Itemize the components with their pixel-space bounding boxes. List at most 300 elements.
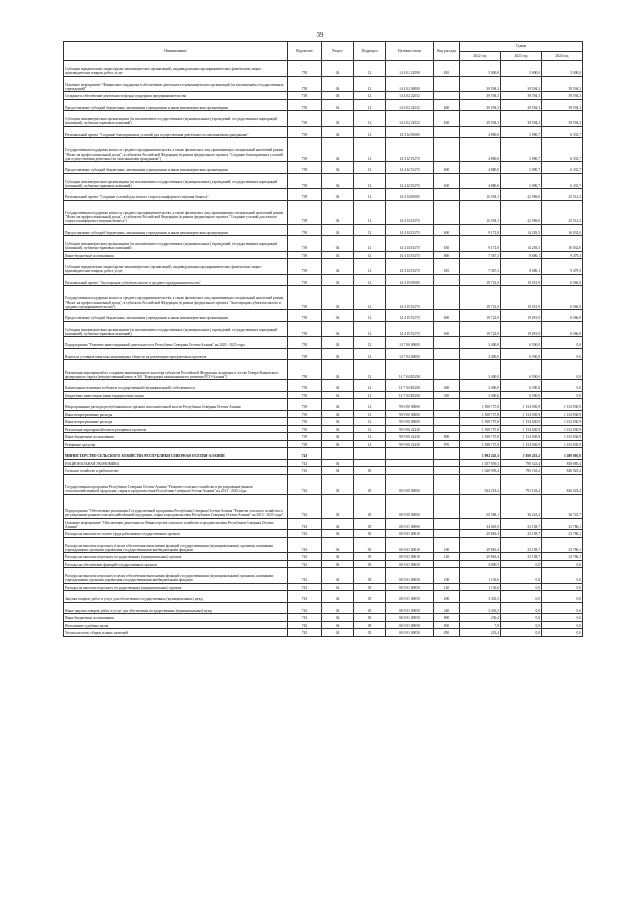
row-ministry: 743 xyxy=(288,621,322,629)
row-subsection: 12 xyxy=(354,138,386,162)
header-expense-type: Вид расхода xyxy=(434,42,460,61)
row-section: 04 xyxy=(322,553,354,561)
table-row xyxy=(64,530,583,538)
row-expense-type xyxy=(434,467,460,475)
row-name: Подпрограмма "Развитие инвестиционной деятельности в Республике Северная Осетия-Алания" на 2020 - 2025 годы xyxy=(64,337,288,349)
row-amount-2022: 16 594,1 xyxy=(460,189,501,201)
row-target: 99 9 00 22220 xyxy=(386,425,434,433)
row-amount-2022: 924 218,2 xyxy=(460,474,501,494)
row-name: Иные бюджетные ассигнования xyxy=(64,251,288,259)
row-name: Субсидии некоммерческим организациям (за исключением государственных (муниципальных) учреждений, государственных корпораций (компаний), публично-правовых компаний) xyxy=(64,321,288,337)
row-subsection: 05 xyxy=(354,467,386,475)
table-row xyxy=(64,286,583,310)
row-subsection: 05 xyxy=(354,614,386,622)
row-section: 04 xyxy=(322,173,354,189)
row-target: 14 4 I2 55270 xyxy=(386,138,434,162)
table-row xyxy=(64,310,583,322)
row-section: 04 xyxy=(322,61,354,77)
row-target: 06 9 01 00050 xyxy=(386,560,434,568)
row-name: Государственная поддержка малого и среднего предпринимательства, а также физических лиц, применяющих специальный налоговый режим "Налог на профессиональный доход", в субъектах Российской Федерации (в рамках федерального проекта "Создание условий для легкого старта и комфортного ведения бизнеса") xyxy=(64,200,288,224)
table-row xyxy=(64,410,583,418)
row-section: 04 xyxy=(322,474,354,494)
row-amount-2024: 0,0 xyxy=(542,568,583,584)
row-amount-2022: 4 880,0 xyxy=(460,126,501,138)
row-amount-2022: 29 863,4 xyxy=(460,530,501,538)
table-row xyxy=(64,61,583,77)
row-ministry: 739 xyxy=(288,259,322,275)
row-ministry: 739 xyxy=(288,440,322,448)
row-target: 14 4 I5 55270 xyxy=(386,310,434,322)
header-2024: 2024 год xyxy=(542,52,583,61)
row-amount-2023: 39 594,3 xyxy=(501,111,542,127)
row-amount-2023: 1 154 030,9 xyxy=(501,410,542,418)
row-amount-2022: 1 028 993,4 xyxy=(460,467,501,475)
row-section: 04 xyxy=(322,591,354,603)
row-subsection: 05 xyxy=(354,474,386,494)
row-amount-2022: 29 863,4 xyxy=(460,537,501,553)
row-amount-2024: 23 786,1 xyxy=(542,537,583,553)
table-row xyxy=(64,399,583,411)
row-expense-type xyxy=(434,418,460,426)
table-row xyxy=(64,560,583,568)
row-section: 04 xyxy=(322,537,354,553)
row-subsection: 05 xyxy=(354,568,386,584)
row-target: 06 0 00 00000 xyxy=(386,474,434,494)
row-amount-2024: 16 032,0 xyxy=(542,224,583,236)
row-expense-type: 630 xyxy=(434,111,460,127)
row-name: Уплата налогов, сборов и иных платежей xyxy=(64,629,288,637)
row-target: 14 4 I5 55270 xyxy=(386,286,434,310)
row-name: Реализация мероприятий пакета резервных проектов xyxy=(64,425,288,433)
row-ministry: 739 xyxy=(288,61,322,77)
row-target: 14 4 I2 55270 xyxy=(386,173,434,189)
table-row xyxy=(64,274,583,286)
row-expense-type: 120 xyxy=(434,553,460,561)
row-section: 04 xyxy=(322,621,354,629)
table-row xyxy=(64,418,583,426)
row-amount-2022: 29 863,4 xyxy=(460,553,501,561)
row-target: 06 9 01 00010 xyxy=(386,553,434,561)
row-amount-2023: 39 594,3 xyxy=(501,76,542,92)
row-name: Резервные средства xyxy=(64,440,288,448)
row-section: 04 xyxy=(322,162,354,174)
row-ministry: 739 xyxy=(288,310,322,322)
row-target: 06 9 01 00050 xyxy=(386,583,434,591)
table-row xyxy=(64,259,583,275)
row-amount-2023: 0,0 xyxy=(501,560,542,568)
row-section: 04 xyxy=(322,126,354,138)
row-ministry: 739 xyxy=(288,399,322,411)
row-name: Субсидии юридическим лицам (кроме некоммерческих организаций), индивидуальным предпринимателям, физическим лицам - производителям товаров, работ, услуг xyxy=(64,61,288,77)
row-name: Расходы на выплаты персоналу государственных (муниципальных) органов xyxy=(64,583,288,591)
row-ministry: 743 xyxy=(288,518,322,530)
row-amount-2022: 18 722,9 xyxy=(460,321,501,337)
row-ministry: 739 xyxy=(288,162,322,174)
header-section: Раздел xyxy=(322,42,354,61)
row-subsection: 12 xyxy=(354,236,386,252)
row-amount-2023: 1 154 030,9 xyxy=(501,433,542,441)
row-expense-type: 400 xyxy=(434,380,460,392)
row-name: Государственная программа Республики Северная Осетия-Алания "Развитие сельского хозяйства и регулирование рынков сельскохозяйственной продукции, сырья и продовольствия Республики Северная Осетия-Алания" на 2013 - 2025 годы xyxy=(64,474,288,494)
row-ministry: 739 xyxy=(288,391,322,399)
row-section: 04 xyxy=(322,251,354,259)
row-target: 14 4 02 00000 xyxy=(386,76,434,92)
row-target: 14 4 I2 55270 xyxy=(386,162,434,174)
row-amount-2022: 1 136,6 xyxy=(460,568,501,584)
row-amount-2022: 4 880,0 xyxy=(460,162,501,174)
row-amount-2022: 1 508 737,8 xyxy=(460,410,501,418)
row-target: 06 9 01 00010 xyxy=(386,537,434,553)
row-amount-2024: 6 333,7 xyxy=(542,138,583,162)
row-amount-2022: 18 722,9 xyxy=(460,274,501,286)
budget-table xyxy=(63,41,583,637)
table-row xyxy=(64,467,583,475)
row-amount-2024: 25 512,3 xyxy=(542,189,583,201)
row-expense-type xyxy=(434,92,460,100)
row-ministry: 739 xyxy=(288,126,322,138)
row-ministry: 739 xyxy=(288,321,322,337)
row-subsection: 12 xyxy=(354,310,386,322)
row-subsection: 12 xyxy=(354,99,386,111)
row-target: 14 4 I4 55270 xyxy=(386,251,434,259)
row-section: 04 xyxy=(322,111,354,127)
table-row xyxy=(64,138,583,162)
row-subsection: 12 xyxy=(354,286,386,310)
row-target: 14 7 04 R5230 xyxy=(386,380,434,392)
row-expense-type: 450 xyxy=(434,391,460,399)
row-name: Взносы в уставные капиталы акционерных обществ на реализацию приоритетных проектов xyxy=(64,348,288,360)
row-amount-2022: 5 000,0 xyxy=(460,61,501,77)
row-ministry: 739 xyxy=(288,433,322,441)
row-ministry: 739 xyxy=(288,224,322,236)
row-subsection: 12 xyxy=(354,425,386,433)
row-expense-type: 850 xyxy=(434,629,460,637)
row-section: 04 xyxy=(322,337,354,349)
row-ministry: 743 xyxy=(288,448,322,460)
row-expense-type xyxy=(434,200,460,224)
row-target: 14 4 I5 00000 xyxy=(386,274,434,286)
row-amount-2024: 6 566,9 xyxy=(542,286,583,310)
row-expense-type xyxy=(434,518,460,530)
row-amount-2022: 1 508 737,8 xyxy=(460,440,501,448)
row-expense-type xyxy=(434,126,460,138)
row-amount-2022: 230,4 xyxy=(460,614,501,622)
row-name: Расходы на выплаты персоналу в целях обеспечения выполнения функций государственными (муниципальными) органами, казенными учреждениями, органами управления государственными внебюджетными фондами xyxy=(64,568,288,584)
table-row xyxy=(64,494,583,518)
row-amount-2023: 1 050 433,2 xyxy=(501,448,542,460)
row-amount-2024: 0,0 xyxy=(542,591,583,603)
row-expense-type: 630 xyxy=(434,236,460,252)
row-name: Расходы на выплаты персоналу в целях обеспечения выполнения функций государственными (муниципальными) органами, казенными учреждениями, органами управления государственными внебюджетными фондами xyxy=(64,537,288,553)
row-ministry: 739 xyxy=(288,286,322,310)
table-row xyxy=(64,629,583,637)
row-target: 06 9 01 00050 xyxy=(386,568,434,584)
row-ministry: 743 xyxy=(288,467,322,475)
row-section: 04 xyxy=(322,236,354,252)
row-amount-2024: 6 566,9 xyxy=(542,274,583,286)
header-2022: 2022 год xyxy=(460,52,501,61)
table-row xyxy=(64,337,583,349)
row-amount-2022: 18 722,9 xyxy=(460,310,501,322)
row-section: 04 xyxy=(322,568,354,584)
row-ministry: 739 xyxy=(288,360,322,380)
row-amount-2024: 0,0 xyxy=(542,380,583,392)
row-ministry: 743 xyxy=(288,629,322,637)
row-target: 14 4 I2 00000 xyxy=(386,126,434,138)
table-row xyxy=(64,321,583,337)
row-amount-2023: 8 686,1 xyxy=(501,259,542,275)
row-subsection: 12 xyxy=(354,348,386,360)
row-target: 14 4 I4 55270 xyxy=(386,236,434,252)
row-amount-2023: 19 051,9 xyxy=(501,310,542,322)
row-amount-2024: 0,0 xyxy=(542,337,583,349)
row-amount-2023: 5 090,7 xyxy=(501,138,542,162)
row-expense-type: 600 xyxy=(434,99,460,111)
row-section: 04 xyxy=(322,380,354,392)
row-amount-2022: 39 594,3 xyxy=(460,111,501,127)
row-amount-2022: 39 594,3 xyxy=(460,76,501,92)
row-amount-2024: 1 280 005,0 xyxy=(542,448,583,460)
row-target: 14 7 04 00000 xyxy=(386,348,434,360)
row-target: 99 9 00 22220 xyxy=(386,440,434,448)
row-target: 99 9 00 22220 xyxy=(386,433,434,441)
row-amount-2023: 5 000,0 xyxy=(501,61,542,77)
header-name: Наименование xyxy=(64,42,288,61)
row-ministry: 739 xyxy=(288,425,322,433)
row-section: 04 xyxy=(322,425,354,433)
row-name: Закупка товаров, работ и услуг для обеспечения государственных (муниципальных) нужд xyxy=(64,591,288,603)
row-amount-2023: 23 158,7 xyxy=(501,537,542,553)
row-amount-2024: 0,0 xyxy=(542,602,583,614)
table-row xyxy=(64,433,583,441)
page-number: 39 xyxy=(316,31,324,39)
row-subsection: 12 xyxy=(354,200,386,224)
row-ministry: 739 xyxy=(288,418,322,426)
row-section: 04 xyxy=(322,440,354,448)
row-amount-2022: 1 992 245,3 xyxy=(460,448,501,460)
row-amount-2024: 6 566,9 xyxy=(542,321,583,337)
row-section: 04 xyxy=(322,92,354,100)
row-name: Субсидии некоммерческим организациям (за исключением государственных (муниципальных) учреждений, государственных корпораций (компаний), публично-правовых компаний) xyxy=(64,173,288,189)
row-expense-type: 630 xyxy=(434,173,460,189)
row-target: 99 9 00 00000 xyxy=(386,410,434,418)
row-name: Иные непрограммные расходы xyxy=(64,410,288,418)
row-subsection: 12 xyxy=(354,259,386,275)
row-section: 04 xyxy=(322,138,354,162)
row-amount-2024: 39 594,3 xyxy=(542,111,583,127)
row-ministry: 739 xyxy=(288,99,322,111)
row-name: Расходы на обеспечение функций государственных органов xyxy=(64,560,288,568)
row-ministry: 743 xyxy=(288,568,322,584)
row-name: Региональный проект "Создание благоприятных условий для осуществления деятельности самозанятыми гражданами" xyxy=(64,126,288,138)
table-body xyxy=(64,61,583,637)
row-section: 04 xyxy=(322,99,354,111)
row-amount-2022: 3 400,0 xyxy=(460,380,501,392)
row-name: НАЦИОНАЛЬНАЯ ЭКОНОМИКА xyxy=(64,459,288,467)
row-subsection: 05 xyxy=(354,591,386,603)
row-amount-2023: 0,0 xyxy=(501,568,542,584)
row-section: 04 xyxy=(322,360,354,380)
row-section: 04 xyxy=(322,274,354,286)
table-row xyxy=(64,440,583,448)
row-amount-2022: 1 508 737,8 xyxy=(460,418,501,426)
row-expense-type xyxy=(434,337,460,349)
row-amount-2023: 1 154 030,9 xyxy=(501,440,542,448)
row-amount-2024: 16 032,0 xyxy=(542,236,583,252)
row-name: Субсидии юридическим лицам (кроме некоммерческих организаций), индивидуальным предпринимателям, физическим лицам - производителям товаров, работ, услуг xyxy=(64,259,288,275)
table-row xyxy=(64,162,583,174)
row-name: Непрограммные расходы республиканского органов исполнительной власти Республики Северная Осетия-Алания xyxy=(64,399,288,411)
row-amount-2022: 1 136,6 xyxy=(460,583,501,591)
row-section: 04 xyxy=(322,494,354,518)
row-amount-2024: 1 154 030,9 xyxy=(542,418,583,426)
row-subsection: 12 xyxy=(354,380,386,392)
row-amount-2024: 0,0 xyxy=(542,391,583,399)
row-expense-type: 100 xyxy=(434,568,460,584)
row-amount-2022: 7 367,3 xyxy=(460,251,501,259)
row-amount-2022: 3 400,0 xyxy=(460,360,501,380)
row-section: 04 xyxy=(322,310,354,322)
row-expense-type xyxy=(434,448,460,460)
row-name: Иные закупки товаров, работ и услуг для обеспечения государственных (муниципальных) нужд xyxy=(64,602,288,614)
row-amount-2024: 9 479,3 xyxy=(542,251,583,259)
row-section: 04 xyxy=(322,560,354,568)
row-expense-type: 600 xyxy=(434,224,460,236)
row-amount-2024: 826 923,4 xyxy=(542,467,583,475)
row-ministry: 743 xyxy=(288,537,322,553)
table-row xyxy=(64,518,583,530)
row-ministry: 739 xyxy=(288,92,322,100)
row-ministry: 743 xyxy=(288,614,322,622)
row-amount-2024: 39 594,3 xyxy=(542,99,583,111)
row-amount-2022: 1 508 737,8 xyxy=(460,425,501,433)
row-amount-2024: 0,0 xyxy=(542,621,583,629)
row-amount-2022: 39 594,3 xyxy=(460,92,501,100)
row-ministry: 743 xyxy=(288,530,322,538)
row-expense-type: 120 xyxy=(434,583,460,591)
row-ministry: 743 xyxy=(288,553,322,561)
table-row xyxy=(64,621,583,629)
table-row xyxy=(64,459,583,467)
row-amount-2024: 858 885,4 xyxy=(542,459,583,467)
row-expense-type xyxy=(434,348,460,360)
row-subsection: 12 xyxy=(354,321,386,337)
row-amount-2024: 5 000,0 xyxy=(542,61,583,77)
row-name: Предоставление субсидий бюджетным, автономным учреждениям и иным некоммерческим организациям xyxy=(64,99,288,111)
table-row xyxy=(64,614,583,622)
row-amount-2024: 6 333,7 xyxy=(542,126,583,138)
row-subsection: 12 xyxy=(354,224,386,236)
row-amount-2023: 5 090,7 xyxy=(501,173,542,189)
row-amount-2024: 1 154 030,9 xyxy=(542,440,583,448)
row-section: 04 xyxy=(322,348,354,360)
row-amount-2024: 0,0 xyxy=(542,583,583,591)
row-target: 99 0 00 00000 xyxy=(386,399,434,411)
row-target: 06 9 01 00050 xyxy=(386,602,434,614)
row-name: Иные непрограммные расходы xyxy=(64,418,288,426)
row-target: 14 4 01 22590 xyxy=(386,61,434,77)
row-amount-2023: 8 686,1 xyxy=(501,251,542,259)
row-expense-type: 830 xyxy=(434,621,460,629)
row-amount-2024: 6 333,7 xyxy=(542,173,583,189)
row-amount-2022: 34 663,9 xyxy=(460,518,501,530)
row-expense-type xyxy=(434,474,460,494)
row-ministry: 739 xyxy=(288,410,322,418)
row-subsection: 05 xyxy=(354,602,386,614)
row-amount-2023: 790 163,4 xyxy=(501,467,542,475)
row-target: 14 4 I4 55270 xyxy=(386,200,434,224)
row-amount-2024: 6 566,9 xyxy=(542,310,583,322)
row-name: Бюджетные инвестиции иным юридическим лицам xyxy=(64,391,288,399)
row-name: Расходы на выплаты персоналу государственных (муниципальных) органов xyxy=(64,553,288,561)
row-amount-2022: 9 172,8 xyxy=(460,236,501,252)
table-row xyxy=(64,348,583,360)
row-target: 14 4 I5 55270 xyxy=(386,321,434,337)
table-row xyxy=(64,173,583,189)
row-amount-2023: 790 523,4 xyxy=(501,459,542,467)
row-target: 14 4 I4 55270 xyxy=(386,224,434,236)
row-expense-type xyxy=(434,360,460,380)
row-expense-type: 100 xyxy=(434,537,460,553)
row-subsection: 05 xyxy=(354,494,386,518)
row-ministry: 739 xyxy=(288,76,322,92)
row-name: Иные бюджетные ассигнования xyxy=(64,433,288,441)
row-ministry: 739 xyxy=(288,236,322,252)
row-amount-2022: 3 400,0 xyxy=(460,348,501,360)
row-section: 04 xyxy=(322,583,354,591)
row-subsection: 12 xyxy=(354,92,386,100)
row-expense-type xyxy=(434,459,460,467)
table-row xyxy=(64,251,583,259)
row-amount-2023: 22 969,6 xyxy=(501,200,542,224)
row-subsection: 12 xyxy=(354,418,386,426)
row-section: 04 xyxy=(322,614,354,622)
row-amount-2022: 16 594,1 xyxy=(460,200,501,224)
row-expense-type: 810 xyxy=(434,259,460,275)
row-expense-type xyxy=(434,399,460,411)
table-row xyxy=(64,448,583,460)
row-amount-2023: 6 500,0 xyxy=(501,348,542,360)
row-section: 04 xyxy=(322,459,354,467)
row-amount-2023: 14 283,5 xyxy=(501,236,542,252)
row-subsection: 05 xyxy=(354,537,386,553)
table-row xyxy=(64,236,583,252)
row-target: 14 4 I4 55270 xyxy=(386,259,434,275)
row-target xyxy=(386,459,434,467)
row-subsection: 12 xyxy=(354,360,386,380)
row-amount-2022: 50 568,1 xyxy=(460,494,501,518)
row-ministry: 743 xyxy=(288,494,322,518)
row-amount-2023: 39 594,3 xyxy=(501,92,542,100)
row-amount-2022: 4 880,0 xyxy=(460,138,501,162)
row-amount-2023: 22 969,6 xyxy=(501,189,542,201)
row-subsection: 12 xyxy=(354,410,386,418)
row-subsection: 12 xyxy=(354,399,386,411)
row-amount-2022: 3 433,5 xyxy=(460,591,501,603)
row-expense-type xyxy=(434,189,460,201)
row-amount-2023: 0,0 xyxy=(501,583,542,591)
table-row xyxy=(64,360,583,380)
row-subsection xyxy=(354,459,386,467)
row-section: 04 xyxy=(322,530,354,538)
row-amount-2024: 23 786,1 xyxy=(542,518,583,530)
row-expense-type xyxy=(434,286,460,310)
row-section: 04 xyxy=(322,399,354,411)
row-ministry: 743 xyxy=(288,474,322,494)
row-subsection: 12 xyxy=(354,126,386,138)
header-ministry: Ведомство xyxy=(288,42,322,61)
row-section: 04 xyxy=(322,189,354,201)
